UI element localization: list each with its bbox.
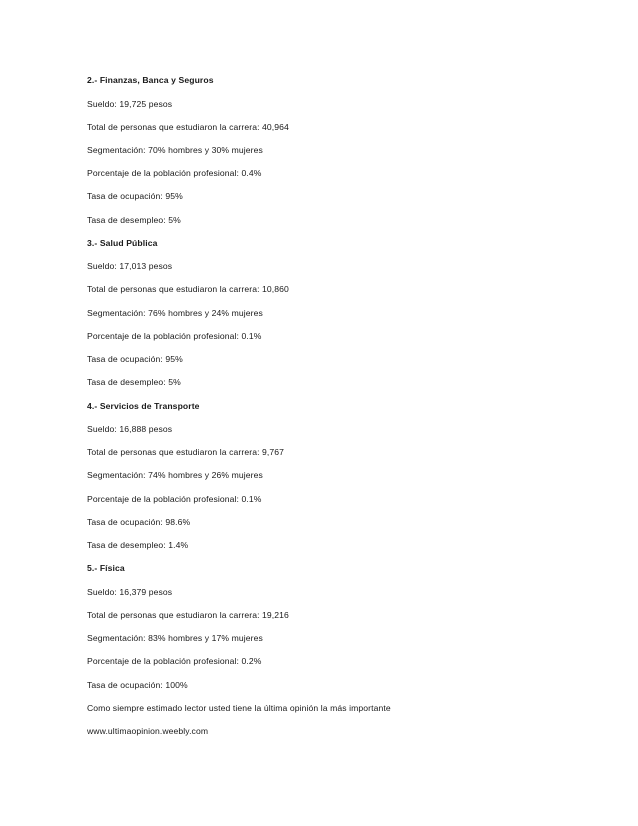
segmentacion-line: Segmentación: 83% hombres y 17% mujeres [87, 633, 263, 643]
tasa-ocupacion-line: Tasa de ocupación: 100% [87, 680, 188, 690]
tasa-ocupacion-line: Tasa de ocupación: 95% [87, 191, 183, 201]
website-text: www.ultimaopinion.weebly.com [87, 726, 209, 736]
section-heading-servicios-transporte: 4.- Servicios de Transporte [87, 401, 200, 411]
porcentaje-line: Porcentaje de la población profesional: 0.2% [87, 656, 262, 666]
closing-text: Como siempre estimado lector usted tiene la última opinión la más importante [87, 703, 391, 713]
sueldo-line: Sueldo: 16,888 pesos [87, 424, 173, 434]
tasa-ocupacion-line: Tasa de ocupación: 95% [87, 354, 183, 364]
tasa-desempleo-line: Tasa de desempleo: 5% [87, 215, 181, 225]
tasa-desempleo-line: Tasa de desempleo: 1.4% [87, 540, 189, 550]
porcentaje-line: Porcentaje de la población profesional: 0.1% [87, 331, 262, 341]
total-personas-line: Total de personas que estudiaron la carrera: 19,216 [87, 610, 289, 620]
segmentacion-line: Segmentación: 70% hombres y 30% mujeres [87, 145, 263, 155]
sueldo-line: Sueldo: 17,013 pesos [87, 261, 173, 271]
tasa-ocupacion-line: Tasa de ocupación: 98.6% [87, 517, 191, 527]
segmentacion-line: Segmentación: 74% hombres y 26% mujeres [87, 470, 263, 480]
porcentaje-line: Porcentaje de la población profesional: 0.4% [87, 168, 262, 178]
sueldo-line: Sueldo: 19,725 pesos [87, 99, 173, 109]
section-heading-finanzas: 2.- Finanzas, Banca y Seguros [87, 75, 214, 85]
tasa-desempleo-line: Tasa de desempleo: 5% [87, 377, 181, 387]
total-personas-line: Total de personas que estudiaron la carrera: 10,860 [87, 284, 289, 294]
total-personas-line: Total de personas que estudiaron la carrera: 9,767 [87, 447, 285, 457]
section-heading-fisica: 5.- Física [87, 563, 125, 573]
section-heading-salud-publica: 3.- Salud Pública [87, 238, 158, 248]
segmentacion-line: Segmentación: 76% hombres y 24% mujeres [87, 308, 263, 318]
porcentaje-line: Porcentaje de la población profesional: 0.1% [87, 494, 262, 504]
sueldo-line: Sueldo: 16,379 pesos [87, 587, 173, 597]
total-personas-line: Total de personas que estudiaron la carrera: 40,964 [87, 122, 289, 132]
